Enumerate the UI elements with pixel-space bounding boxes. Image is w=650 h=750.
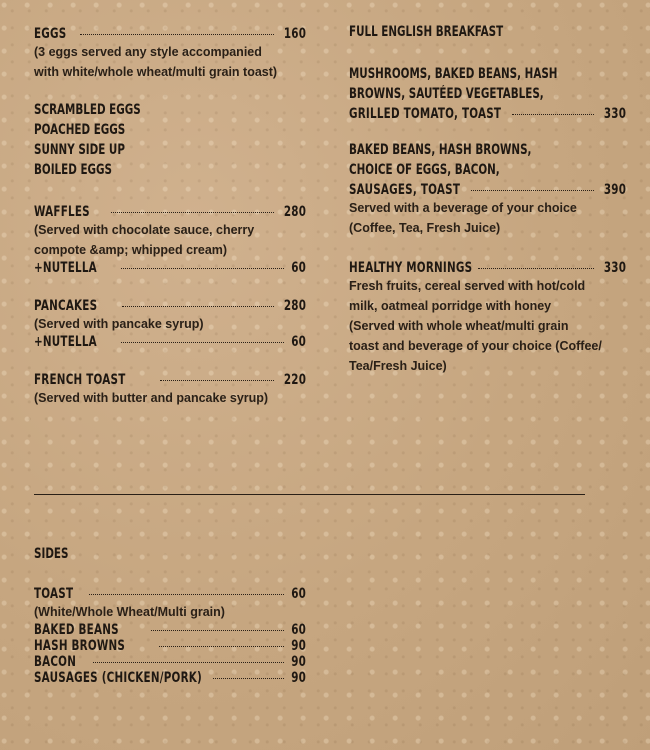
- healthy-desc-line: Tea/Fresh Juice): [349, 359, 447, 373]
- pancakes-row: [34, 298, 306, 314]
- leader-dots: [160, 380, 274, 381]
- sides-section: [34, 544, 306, 686]
- leader-dots: [121, 268, 284, 269]
- sides-title: SIDES: [34, 546, 69, 562]
- side-item-price: 60: [291, 622, 306, 638]
- side-item-price: 90: [291, 670, 306, 686]
- eggs-item: [34, 26, 306, 180]
- toast-name: TOAST: [34, 586, 74, 602]
- healthy-mornings-row: [349, 260, 626, 276]
- side-item-name: BACON: [34, 654, 77, 670]
- side-item-name: SAUSAGES (CHICKEN/PORK): [34, 670, 202, 686]
- healthy-desc-line: (Served with whole wheat/multi grain: [349, 319, 569, 333]
- pancakes-item: [34, 298, 306, 350]
- pancakes-description: [34, 314, 306, 334]
- leader-dots: [121, 342, 284, 343]
- waffles-name: WAFFLES: [34, 204, 90, 220]
- french-toast-item: [34, 372, 306, 408]
- leader-dots: [471, 190, 594, 191]
- option-1-line: BROWNS, SAUTÉED VEGETABLES,: [349, 86, 544, 102]
- side-item-row: [34, 638, 306, 654]
- waffles-description: [34, 220, 306, 260]
- toast-item: [34, 586, 306, 622]
- eggs-row: [34, 26, 306, 42]
- side-item-row: [34, 622, 306, 638]
- healthy-mornings-name: HEALTHY MORNINGS: [349, 260, 473, 276]
- leader-dots: [159, 646, 284, 647]
- waffles-row: [34, 204, 306, 220]
- addon-name: +NUTELLA: [34, 334, 97, 350]
- left-column: [34, 26, 306, 408]
- healthy-desc-line: toast and beverage of your choice (Coffee/: [349, 339, 602, 353]
- option-2-price: 390: [603, 182, 626, 198]
- eggs-price: 160: [283, 26, 306, 42]
- waffles-price: 280: [283, 204, 306, 220]
- pancakes-price: 280: [283, 298, 306, 314]
- full-english-desc-line: Served with a beverage of your choice: [349, 201, 577, 215]
- eggs-desc-line: (3 eggs served any style accompanied: [34, 45, 262, 59]
- option-1-line: MUSHROOMS, BAKED BEANS, HASH: [349, 66, 558, 82]
- option-2-last-line: SAUSAGES, TOAST: [349, 182, 461, 198]
- full-english-option-2: [349, 140, 626, 238]
- option-1-last-line: GRILLED TOMATO, TOAST: [349, 106, 502, 122]
- leader-dots: [122, 306, 274, 307]
- eggs-name: EGGS: [34, 26, 67, 42]
- egg-styles-list: [34, 100, 306, 180]
- egg-style-item: SCRAMBLED EGGS: [34, 102, 141, 118]
- leader-dots: [512, 114, 594, 115]
- full-english-option-1: [349, 64, 626, 122]
- french-toast-row: [34, 372, 306, 388]
- leader-dots: [80, 34, 274, 35]
- option-2-price-row: [349, 182, 626, 198]
- healthy-mornings-description: [349, 276, 626, 376]
- waffles-item: [34, 204, 306, 276]
- side-item-row: [34, 654, 306, 670]
- side-item-name: HASH BROWNS: [34, 638, 126, 654]
- toast-description: (White/Whole Wheat/Multi grain): [34, 605, 225, 619]
- addon-price: 60: [291, 334, 306, 350]
- leader-dots: [89, 594, 284, 595]
- option-1-price-row: [349, 106, 626, 122]
- full-english-description: [349, 198, 626, 238]
- right-column: [349, 22, 626, 376]
- french-toast-price: 220: [283, 372, 306, 388]
- option-1-price: 330: [603, 106, 626, 122]
- french-toast-name: FRENCH TOAST: [34, 372, 126, 388]
- healthy-desc-line: Fresh fruits, cereal served with hot/cold: [349, 279, 586, 293]
- waffles-desc-line: (Served with chocolate sauce, cherry: [34, 223, 255, 237]
- leader-dots: [478, 268, 594, 269]
- healthy-mornings-price: 330: [603, 260, 626, 276]
- toast-row: [34, 586, 306, 602]
- pancakes-addon-row: [34, 334, 306, 350]
- french-toast-description: [34, 388, 306, 408]
- egg-style-item: SUNNY SIDE UP: [34, 142, 125, 158]
- full-english-title: FULL ENGLISH BREAKFAST: [349, 24, 504, 40]
- addon-price: 60: [291, 260, 306, 276]
- waffles-desc-line: compote &amp; whipped cream): [34, 243, 228, 257]
- healthy-mornings-item: [349, 260, 626, 376]
- addon-name: +NUTELLA: [34, 260, 97, 276]
- section-divider: [34, 494, 585, 495]
- eggs-desc-line: with white/whole wheat/multi grain toast): [34, 65, 278, 79]
- option-2-line: BAKED BEANS, HASH BROWNS,: [349, 142, 532, 158]
- side-item-name: BAKED BEANS: [34, 622, 119, 638]
- healthy-desc-line: milk, oatmeal porridge with honey: [349, 299, 552, 313]
- side-item-row: [34, 670, 306, 686]
- side-item-price: 90: [291, 638, 306, 654]
- leader-dots: [111, 212, 273, 213]
- full-english-desc-line: (Coffee, Tea, Fresh Juice): [349, 221, 501, 235]
- toast-price: 60: [291, 586, 306, 602]
- waffles-addon-row: [34, 260, 306, 276]
- eggs-description: [34, 42, 306, 82]
- french-toast-desc-line: (Served with butter and pancake syrup): [34, 391, 269, 405]
- full-english-title-line: [349, 22, 626, 42]
- egg-style-item: POACHED EGGS: [34, 122, 126, 138]
- leader-dots: [93, 662, 284, 663]
- sides-title-line: [34, 544, 306, 564]
- side-item-price: 90: [291, 654, 306, 670]
- option-2-line: CHOICE OF EGGS, BACON,: [349, 162, 500, 178]
- leader-dots: [151, 630, 284, 631]
- egg-style-item: BOILED EGGS: [34, 162, 112, 178]
- pancakes-desc-line: (Served with pancake syrup): [34, 317, 204, 331]
- leader-dots: [213, 678, 284, 679]
- pancakes-name: PANCAKES: [34, 298, 98, 314]
